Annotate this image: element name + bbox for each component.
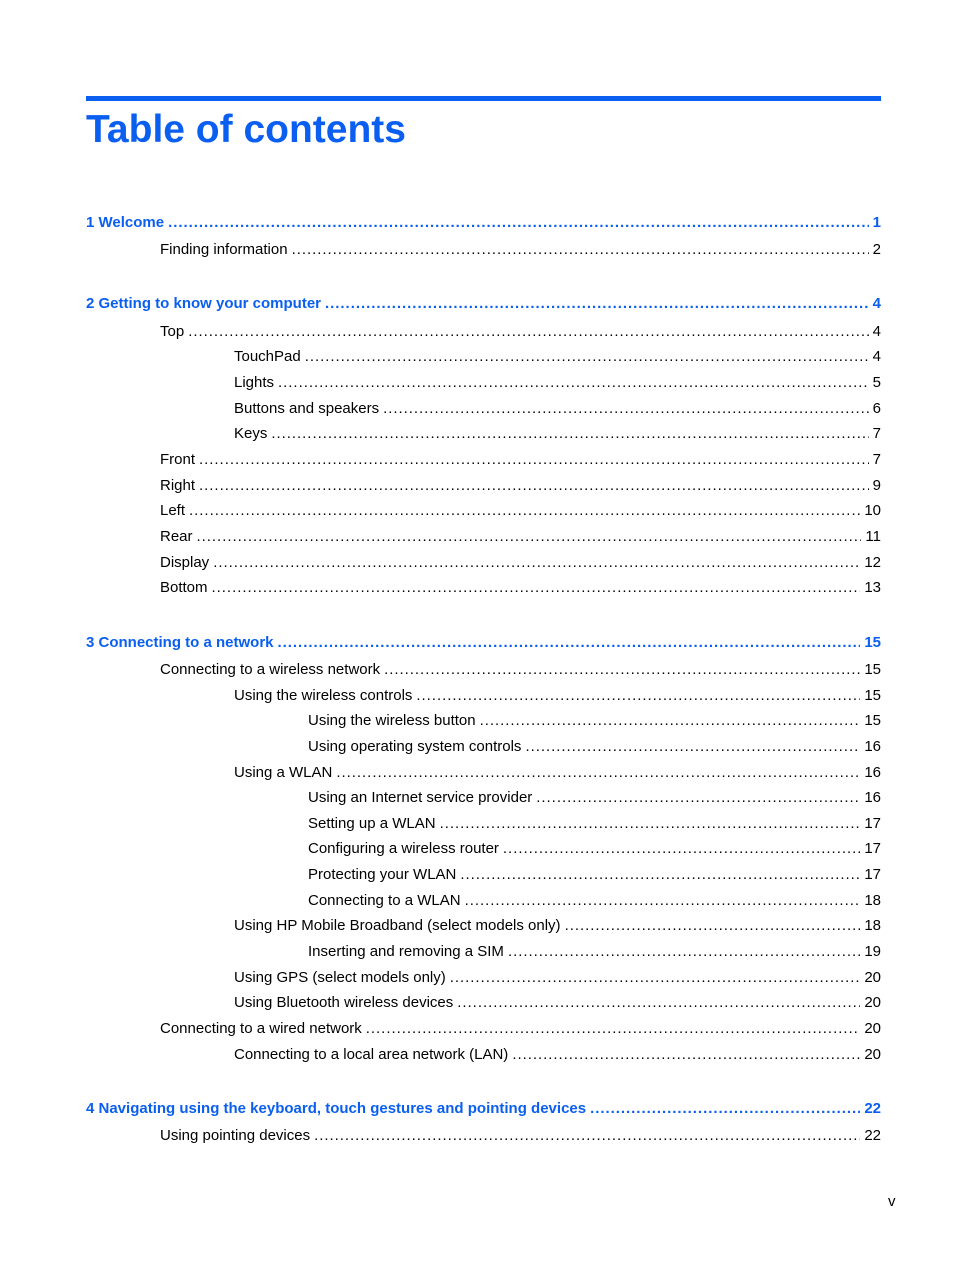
toc-chapter-link[interactable] [86,294,881,314]
toc-entry-label: Left [160,502,186,519]
dot-leader [188,322,868,342]
dot-leader [314,1126,860,1146]
dot-leader [512,1045,860,1065]
dot-leader [503,839,860,859]
toc-entry-link[interactable] [160,322,881,342]
dot-leader [465,891,861,911]
toc-entry-link[interactable] [234,916,881,936]
toc-entry-label: Right [160,477,196,494]
toc-entry-label: 4 Navigating using the keyboard, touch gestures and pointing devices [86,1100,587,1117]
toc-entry-page-number: 4 [872,323,881,340]
dot-leader [383,399,869,419]
toc-entry-label: Using the wireless controls [234,687,413,704]
dot-leader [212,578,861,598]
toc-entry-page-number: 5 [872,374,881,391]
toc-entry-page-number: 11 [865,528,881,545]
title-rule [86,96,881,101]
toc-entry-link[interactable] [234,399,881,419]
toc-entry-page-number: 10 [864,502,881,519]
toc-entry-page-number: 1 [872,214,881,231]
toc-entry-page-number: 13 [864,579,881,596]
toc-entry-label: TouchPad [234,348,301,365]
dot-leader [197,527,862,547]
toc-entry-label: Inserting and removing a SIM [308,943,504,960]
dot-leader [189,501,860,521]
toc-entry-link[interactable] [308,942,881,962]
dot-leader [590,1099,860,1119]
toc-entry-page-number: 4 [872,348,881,365]
toc-entry-page-number: 19 [864,943,881,960]
toc-entry-link[interactable] [308,788,881,808]
toc-entry-label: Using Bluetooth wireless devices [234,994,454,1011]
toc-entry-label: 1 Welcome [86,214,165,231]
toc-entry-label: Connecting to a local area network (LAN) [234,1046,509,1063]
dot-leader [325,294,869,314]
dot-leader [278,373,869,393]
toc-entry-label: Lights [234,374,275,391]
toc-entry-label: Using pointing devices [160,1127,311,1144]
toc-entry-link[interactable] [308,814,881,834]
toc-entry-label: Connecting to a wireless network [160,661,381,678]
toc-entry-link[interactable] [308,839,881,859]
toc-entry-link[interactable] [160,660,881,680]
toc-entry-page-number: 20 [864,994,881,1011]
toc-chapter-link[interactable] [86,213,881,233]
toc-entry-label: Display [160,554,210,571]
toc-entry-label: Connecting to a wired network [160,1020,362,1037]
toc-entry-label: Using operating system controls [308,738,522,755]
toc-entry-page-number: 15 [864,687,881,704]
toc-entry-link[interactable] [234,373,881,393]
dot-leader [565,916,861,936]
toc-entry-link[interactable] [308,891,881,911]
toc-entry-page-number: 17 [864,866,881,883]
dot-leader [480,711,861,731]
toc-entry-label: 3 Connecting to a network [86,634,274,651]
page-title: Table of contents [86,108,406,151]
toc-entry-page-number: 9 [872,477,881,494]
dot-leader [457,993,860,1013]
toc-entry-link[interactable] [234,347,881,367]
dot-leader [213,553,860,573]
toc-entry-label: Keys [234,425,268,442]
toc-entry-page-number: 17 [864,815,881,832]
toc-entry-page-number: 20 [864,1020,881,1037]
toc-entry-page-number: 2 [872,241,881,258]
toc-entry-label: Finding information [160,241,288,258]
dot-leader [525,737,860,757]
toc-entry-label: Using GPS (select models only) [234,969,446,986]
toc-entry-label: Rear [160,528,193,545]
toc-entry-link[interactable] [308,737,881,757]
toc-entry-link[interactable] [160,1126,881,1146]
toc-entry-link[interactable] [160,527,881,547]
toc-entry-label: Using an Internet service provider [308,789,533,806]
toc-entry-label: Using a WLAN [234,764,333,781]
toc-entry-page-number: 22 [864,1127,881,1144]
toc-entry-label: Connecting to a WLAN [308,892,461,909]
toc-entry-link[interactable] [234,686,881,706]
toc-entry-link[interactable] [308,711,881,731]
page-number: v [888,1193,896,1210]
toc-entry-page-number: 6 [872,400,881,417]
toc-entry-link[interactable] [160,1019,881,1039]
toc-chapter-link[interactable] [86,633,881,653]
toc-entry-page-number: 7 [872,425,881,442]
toc-entry-link[interactable] [234,763,881,783]
dot-leader [199,476,869,496]
dot-leader [336,763,860,783]
toc-entry-link[interactable] [234,1045,881,1065]
dot-leader [450,968,861,988]
toc-entry-link[interactable] [160,450,881,470]
toc-entry-link[interactable] [308,865,881,885]
toc-entry-page-number: 12 [864,554,881,571]
toc-chapter-link[interactable] [86,1099,881,1119]
toc-entry-page-number: 16 [864,738,881,755]
toc-entry-link[interactable] [234,424,881,444]
dot-leader [536,788,860,808]
toc-entry-link[interactable] [160,240,881,260]
toc-entry-page-number: 15 [864,661,881,678]
toc-entry-label: Front [160,451,196,468]
toc-entry-page-number: 15 [864,634,881,651]
toc-entry-link[interactable] [234,993,881,1013]
dot-leader [366,1019,861,1039]
toc-entry-page-number: 17 [864,840,881,857]
dot-leader [416,686,860,706]
dot-leader [292,240,869,260]
dot-leader [508,942,860,962]
toc-entry-link[interactable] [160,476,881,496]
toc-entry-page-number: 18 [864,917,881,934]
toc-entry-label: Top [160,323,185,340]
toc-entry-page-number: 16 [864,789,881,806]
toc-entry-label: 2 Getting to know your computer [86,295,322,312]
dot-leader [305,347,869,367]
dot-leader [168,213,869,233]
toc-entry-label: Buttons and speakers [234,400,380,417]
dot-leader [460,865,860,885]
toc-entry-page-number: 16 [864,764,881,781]
toc-entry-page-number: 22 [864,1100,881,1117]
toc-entry-label: Using the wireless button [308,712,476,729]
toc-entry-link[interactable] [160,501,881,521]
toc-entry-link[interactable] [160,578,881,598]
toc-entry-link[interactable] [234,968,881,988]
toc-entry-page-number: 20 [864,1046,881,1063]
toc-entry-label: Setting up a WLAN [308,815,436,832]
toc-entry-label: Using HP Mobile Broadband (select models only) [234,917,561,934]
toc-entry-label: Configuring a wireless router [308,840,499,857]
toc-entry-page-number: 7 [872,451,881,468]
dot-leader [384,660,860,680]
dot-leader [440,814,861,834]
toc-entry-page-number: 4 [872,295,881,312]
toc-entry-page-number: 20 [864,969,881,986]
toc-entry-page-number: 15 [864,712,881,729]
toc-entry-label: Protecting your WLAN [308,866,457,883]
dot-leader [199,450,869,470]
toc-entry-label: Bottom [160,579,208,596]
toc-entry-link[interactable] [160,553,881,573]
dot-leader [271,424,868,444]
dot-leader [278,633,861,653]
toc-entry-page-number: 18 [864,892,881,909]
